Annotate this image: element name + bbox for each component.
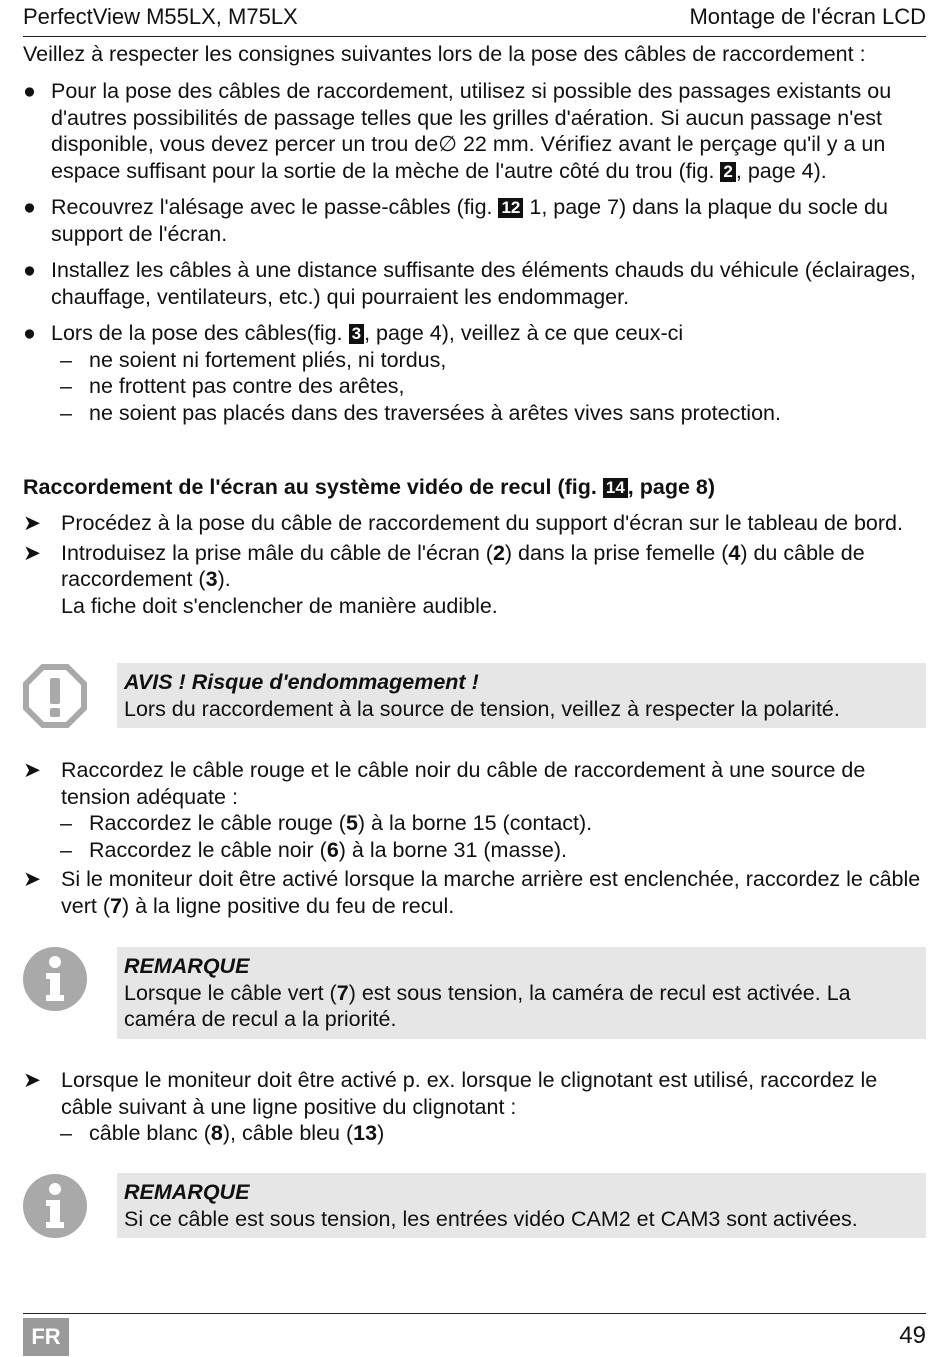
step-list-1: [23, 510, 926, 619]
ref-number: 7: [336, 980, 349, 1005]
dash-item: [23, 373, 926, 400]
step-item: [23, 1067, 926, 1147]
step-text: Raccordez le câble rouge et le câble noir du câble de raccordement à une source de tension adéquate :: [61, 758, 866, 809]
footer-rule: [23, 1313, 926, 1314]
bullet-icon: ●: [23, 195, 36, 219]
dash-text-a: câble blanc (: [89, 1121, 211, 1145]
ref-number: 4: [728, 540, 741, 565]
bullet-item-4: [23, 320, 926, 426]
dash-item: [23, 347, 926, 374]
step-text-a: Si le moniteur doit être activé lorsque la marche arrière est enclenchée, raccordez le câble vert (: [61, 867, 921, 918]
step-text: Lorsque le moniteur doit être activé p. ex. lorsque le clignotant est utilisé, raccordez le câble suivant à une ligne positive du clignotant :: [61, 1068, 878, 1119]
dash-text-a: Raccordez le câble noir (: [89, 837, 327, 862]
intro-paragraph: [23, 41, 926, 68]
bullet-1-text-b: 22 mm. Vérifiez avant le perçage qu'il y a un espace suffisant pour la sortie de la mèche de l'autre côté du trou (fig.: [51, 132, 886, 183]
arrow-icon: ➤: [23, 511, 42, 535]
dash-item: [23, 1120, 926, 1147]
step-text-b: ) à la ligne positive du feu de recul.: [121, 893, 455, 918]
ref-number: 2: [492, 540, 505, 565]
step-item: [23, 866, 926, 919]
bullet-icon: ●: [23, 258, 36, 282]
header-left: PerfectView M55LX, M75LX: [23, 4, 298, 29]
figure-ref-3: 3: [349, 324, 364, 344]
bullet-icon: ●: [23, 79, 36, 103]
ref-number: 3: [205, 567, 218, 591]
step-text-b: ) dans la prise femelle (: [504, 540, 729, 565]
arrow-icon: ➤: [23, 758, 42, 782]
step-item: [23, 757, 926, 863]
note-2-title: REMARQUE: [124, 1180, 250, 1204]
figure-ref-14: 14: [603, 478, 628, 498]
bullet-3-text: Installez les câbles à une distance suffisante des éléments chauds du véhicule (éclairages, chauffage, ventilateurs, etc.) qui pourraient les endommager.: [51, 258, 916, 309]
step-item: [23, 540, 926, 620]
dash-text: ne frottent pas contre des arêtes,: [89, 374, 405, 398]
bullet-list: [23, 78, 926, 426]
bullet-4-text-a: Lors de la pose des câbles(fig.: [51, 321, 349, 345]
step-text-line2: La fiche doit s'enclencher de manière audible.: [61, 593, 498, 618]
dash-icon: –: [60, 811, 72, 835]
dash-text: ne soient pas placés dans des traversées à arêtes vives sans protection.: [89, 400, 781, 425]
arrow-icon: ➤: [23, 1068, 42, 1092]
bullet-2-text-b: 1, page 7) dans la plaque du socle du support de l'écran.: [51, 195, 888, 246]
bullet-1-text-c: , page 4).: [735, 158, 827, 183]
notice-title: AVIS ! Risque d'endommagement !: [124, 670, 479, 694]
dash-text: ne soient ni fortement pliés, ni tordus,: [89, 347, 447, 372]
header-rule: [23, 36, 926, 37]
bullet-4-text-b: , page 4), veillez à ce que ceux-ci: [364, 321, 684, 345]
step-item: [23, 510, 926, 537]
dash-text-b: ), câble bleu (: [222, 1121, 354, 1145]
dash-icon: –: [60, 1121, 72, 1145]
note-1-text-a: Lorsque le câble vert (: [124, 980, 337, 1005]
bullet-item-2: [23, 194, 926, 247]
step-list-2: [23, 757, 926, 919]
note-box-2: [117, 1173, 926, 1238]
dash-text-b: ) à la borne 31 (masse).: [338, 837, 568, 862]
bullet-item-3: [23, 257, 926, 310]
heading-text-b: , page 8): [627, 475, 715, 499]
note-2-text: Si ce câble est sous tension, les entrées vidéo CAM2 et CAM3 sont activées.: [124, 1206, 858, 1231]
dash-icon: –: [60, 374, 72, 398]
language-tab: FR: [23, 1318, 69, 1356]
note-box-1: [117, 947, 926, 1039]
figure-ref-2: 2: [720, 162, 735, 182]
dash-text-a: Raccordez le câble rouge (: [89, 811, 346, 835]
warning-octagon-icon: [22, 663, 88, 729]
bullet-2-text-a: Recouvrez l'alésage avec le passe-câbles (fig.: [51, 195, 499, 219]
step-list-3: [23, 1067, 926, 1147]
figure-ref-12: 12: [498, 198, 523, 218]
dash-item: [23, 837, 926, 864]
section-heading: [23, 474, 926, 501]
bullet-icon: ●: [23, 321, 36, 345]
arrow-icon: ➤: [23, 867, 42, 891]
notice-box: [117, 663, 926, 728]
info-icon: [22, 946, 88, 1012]
ref-number: 13: [353, 1121, 378, 1145]
ref-number: 5: [345, 811, 358, 835]
bullet-item-1: [23, 78, 926, 184]
arrow-icon: ➤: [23, 540, 42, 565]
dash-item: [23, 810, 926, 837]
step-text-a: Introduisez la prise mâle du câble de l'écran (: [61, 540, 493, 565]
dash-icon: –: [60, 400, 72, 425]
bullet-1-text-a: Pour la pose des câbles de raccordement, utilisez si possible des passages existants ou d'autres possibilités de passage telles que les grilles d'aération. Si aucun passage n'est disponible, vous devez percer un trou de: [51, 79, 892, 156]
step-text-d: ).: [217, 567, 231, 591]
dash-text-b: ) à la borne 15 (contact).: [357, 811, 593, 835]
ref-number: 6: [326, 837, 339, 862]
dash-icon: –: [60, 837, 72, 862]
dash-item: [23, 400, 926, 427]
intro-text: Veillez à respecter les consignes suivantes lors de la pose des câbles de raccordement :: [23, 42, 866, 66]
dash-text-c: ): [377, 1121, 385, 1145]
info-icon: [22, 1173, 88, 1239]
notice-text: Lors du raccordement à la source de tension, veillez à respecter la polarité.: [124, 696, 840, 721]
diameter-symbol: ∅: [438, 132, 457, 156]
ref-number: 7: [109, 893, 122, 918]
note-1-text-b: ) est sous tension, la caméra de recul est activée. La caméra de recul a la priorité.: [124, 980, 851, 1031]
heading-text-a: Raccordement de l'écran au système vidéo de recul (fig.: [23, 475, 603, 499]
ref-number: 8: [210, 1121, 223, 1145]
header-right: Montage de l'écran LCD: [689, 4, 926, 29]
note-1-title: REMARQUE: [124, 954, 250, 978]
step-text-c: ) du câble de raccordement (: [61, 540, 865, 591]
step-text: Procédez à la pose du câble de raccordement du support d'écran sur le tableau de bord.: [61, 511, 903, 535]
dash-icon: –: [60, 347, 72, 372]
page-number: 49: [899, 1322, 926, 1349]
